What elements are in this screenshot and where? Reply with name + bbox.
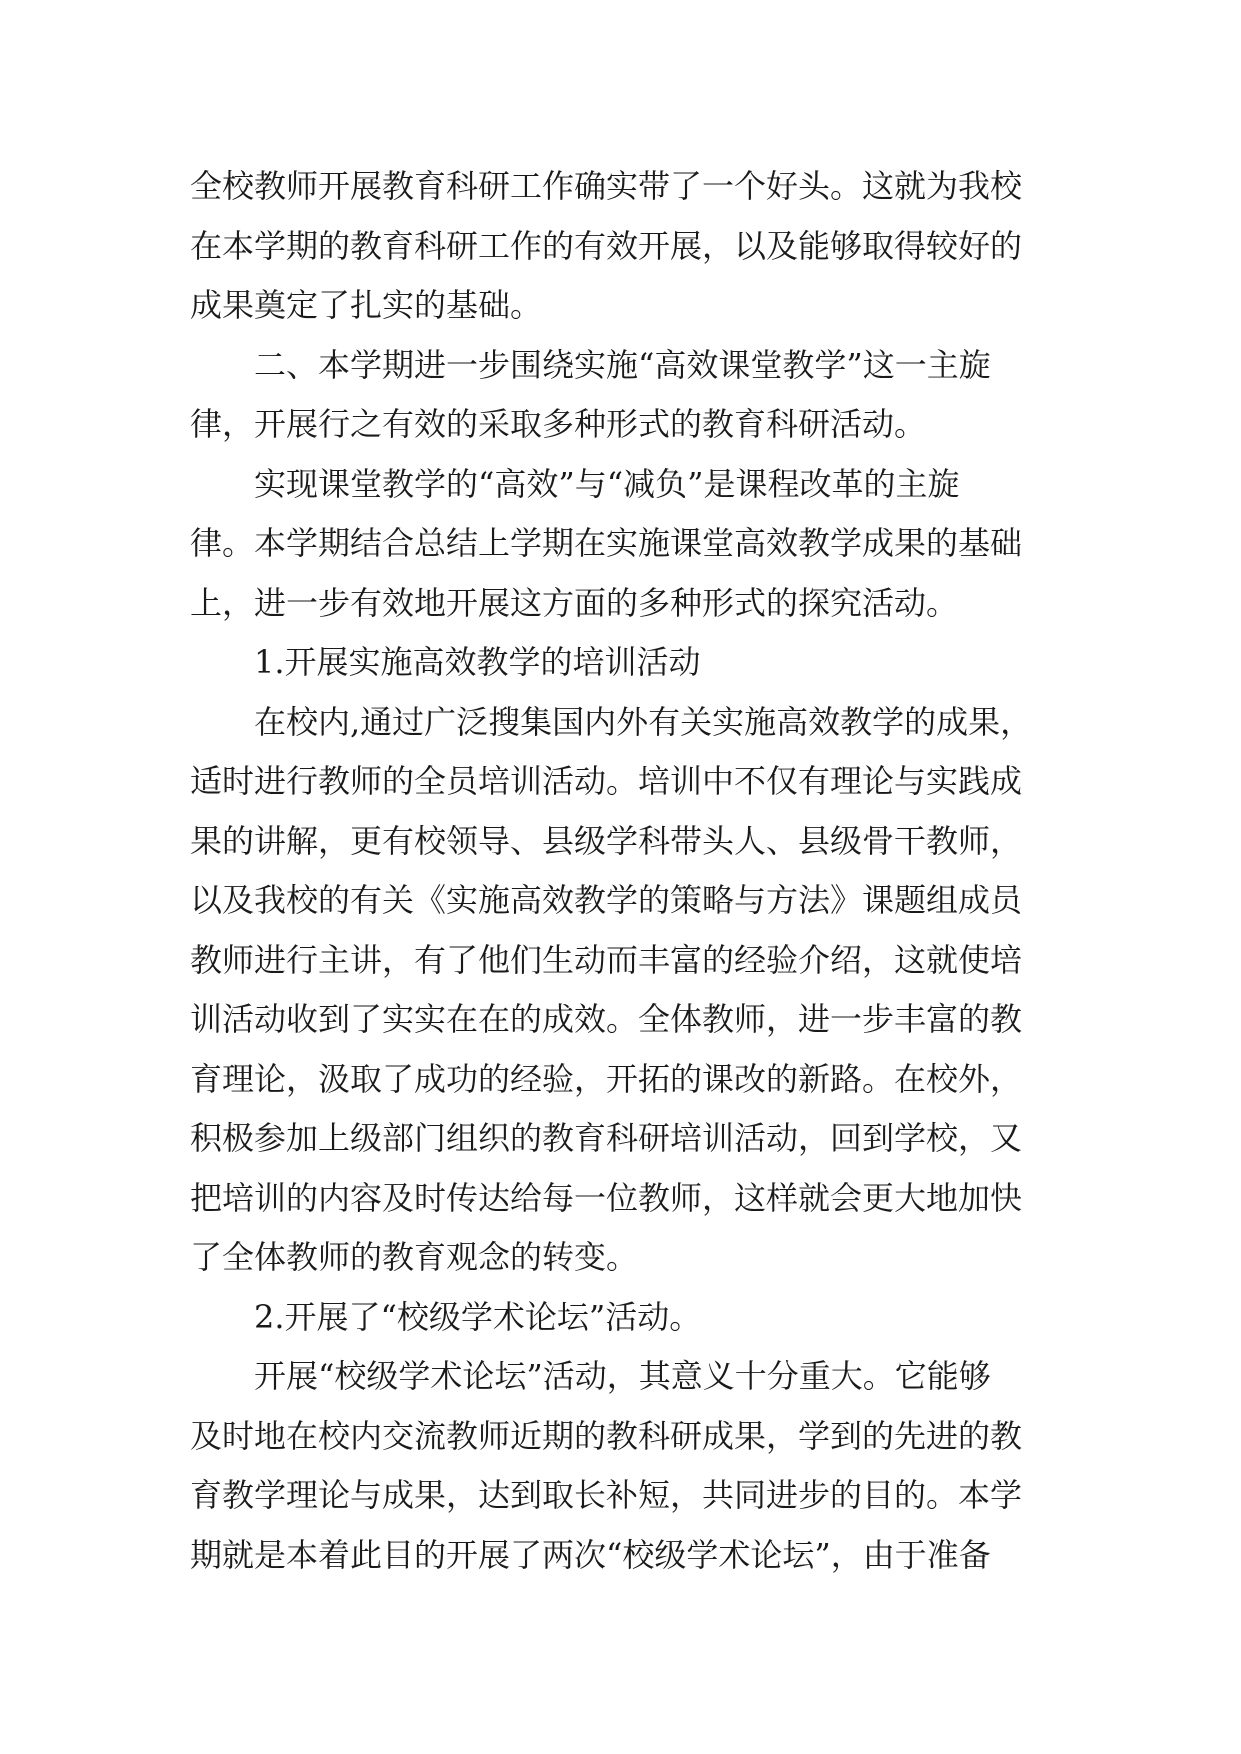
text-line: 积极参加上级部门组织的教育科研培训活动，回到学校，又	[190, 1119, 1023, 1157]
text-line: 在校内,通过广泛搜集国内外有关实施高效教学的成果，	[254, 702, 1033, 741]
subsection-heading: 1.开展实施高效教学的培训活动	[254, 643, 701, 681]
text-line: 育教学理论与成果，达到取长补短，共同进步的目的。本学	[190, 1476, 1023, 1514]
text-line: 在本学期的教育科研工作的有效开展，以及能够取得较好的	[190, 226, 1023, 265]
subsection-heading: 2.开展了“校级学术论坛”活动。	[254, 1297, 702, 1336]
body-text	[190, 157, 1060, 1585]
text-line: 开展“校级学术论坛”活动，其意义十分重大。它能够	[254, 1357, 991, 1395]
text-line: 律。本学期结合总结上学期在实施课堂高效教学成果的基础	[190, 524, 1023, 562]
text-line: 适时进行教师的全员培训活动。培训中不仅有理论与实践成	[190, 762, 1023, 800]
text-line: 了全体教师的教育观念的转变。	[190, 1238, 639, 1276]
text-line: 期就是本着此目的开展了两次“校级学术论坛”，由于准备	[190, 1535, 991, 1574]
text-line: 律，开展行之有效的采取多种形式的教育科研活动。	[190, 405, 927, 443]
text-line: 及时地在校内交流教师近期的教科研成果，学到的先进的教	[190, 1416, 1023, 1455]
text-line: 实现课堂教学的“高效”与“减负”是课程改革的主旋	[254, 464, 960, 503]
text-line: 成果奠定了扎实的基础。	[190, 286, 543, 324]
text-line: 以及我校的有关《实施高效教学的策略与方法》课题组成员	[190, 881, 1023, 919]
text-line: 教师进行主讲，有了他们生动而丰富的经验介绍，这就使培	[190, 940, 1023, 979]
text-line: 把培训的内容及时传达给每一位教师，这样就会更大地加快	[190, 1178, 1023, 1217]
text-line: 果的讲解，更有校领导、县级学科带头人、县级骨干教师，	[190, 821, 1023, 860]
text-line: 全校教师开展教育科研工作确实带了一个好头。这就为我校	[190, 167, 1023, 205]
text-line: 育理论，汲取了成功的经验，开拓的课改的新路。在校外，	[190, 1059, 1023, 1098]
text-line: 上，进一步有效地开展这方面的多种形式的探究活动。	[190, 583, 959, 622]
section-heading: 二、本学期进一步围绕实施“高效课堂教学”这一主旋	[254, 345, 991, 384]
text-line: 训活动收到了实实在在的成效。全体教师，进一步丰富的教	[190, 1000, 1023, 1038]
